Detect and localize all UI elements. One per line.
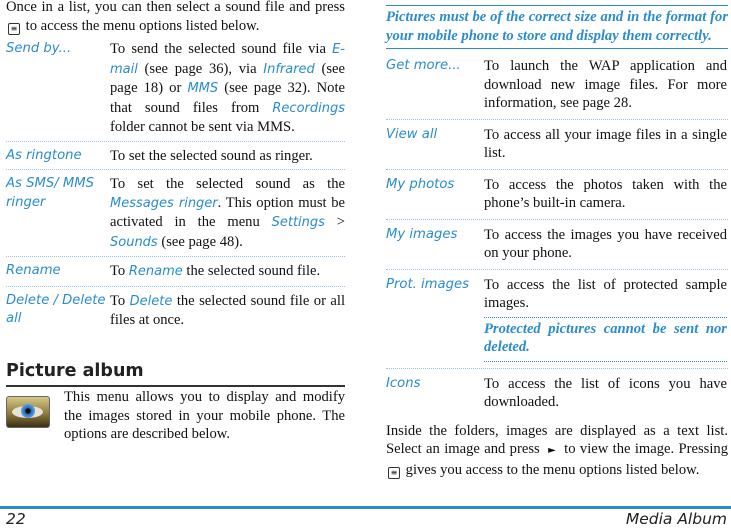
option-separator <box>386 169 728 170</box>
section-name: Media Album <box>625 510 727 528</box>
option-term: My photos <box>386 176 455 192</box>
option-separator <box>6 256 345 257</box>
description-text: To set the selected sound as ringer. <box>110 147 313 164</box>
description-text: To access all your image files in a single list. <box>484 126 727 161</box>
menu-key-icon: ≡ <box>388 467 400 479</box>
menu-reference: Settings <box>271 215 325 230</box>
option-term: Delete / Delete all <box>6 292 106 326</box>
option-row <box>386 276 728 362</box>
description-text: (see page 18) or <box>110 60 345 96</box>
format-note: Pictures must be of the correct size and in the format for your mobile phone to store and display them correctly. <box>386 5 728 49</box>
option-term: As SMS/ MMS ringer <box>6 176 94 210</box>
closing-text: Inside the folders, images are displayed as a text list. Select an image and press <box>386 422 728 457</box>
option-separator <box>6 141 345 142</box>
eye-picture-icon <box>6 396 50 428</box>
page-number: 22 <box>6 510 26 528</box>
description-text: To access the photos taken with the phone’s built-in camera. <box>484 176 727 211</box>
option-separator <box>386 119 728 120</box>
option-row <box>6 262 345 282</box>
sound-options-list <box>6 40 345 330</box>
protected-note: Protected pictures cannot be sent nor deleted. <box>484 317 727 362</box>
description-text: . This option must be activated in the menu <box>110 194 345 230</box>
album-description: This menu allows you to display and modify the images stored in your mobile phone. The options are described below. <box>64 389 345 442</box>
intro-text: Once in a list, you can then select a sound file and press <box>6 0 345 15</box>
option-term: Send by... <box>6 41 72 56</box>
option-row <box>386 176 728 213</box>
option-separator <box>386 368 728 369</box>
option-row <box>6 40 345 137</box>
intro-paragraph <box>6 0 345 35</box>
description-text: To set the selected sound as the <box>110 176 345 192</box>
description-text: To access the images you have received on your phone. <box>484 226 727 261</box>
option-description <box>110 147 345 166</box>
closing-text-2: to view the image. Pressing <box>564 441 729 457</box>
description-text: > <box>324 214 345 230</box>
description-text: To launch the WAP application and download new image files. For more information, see page 28. <box>484 58 727 111</box>
description-text: the selected sound file. <box>182 263 321 279</box>
description-text: To <box>110 292 130 309</box>
description-text: To access the list of protected sample images. <box>484 276 727 311</box>
option-description <box>484 57 727 113</box>
option-separator <box>386 269 728 270</box>
option-description <box>110 262 345 282</box>
menu-reference: Sounds <box>110 234 158 250</box>
option-row <box>386 57 728 113</box>
section-rule <box>6 385 345 387</box>
option-row <box>386 126 728 163</box>
option-term: My images <box>386 226 458 242</box>
description-text: (see page 36), via <box>137 60 264 77</box>
option-separator <box>6 169 345 170</box>
option-row <box>386 375 728 412</box>
option-description <box>484 375 727 412</box>
option-description <box>110 175 345 252</box>
section-title: Picture album <box>6 361 144 381</box>
description-text: To <box>110 263 129 279</box>
option-row <box>6 292 345 330</box>
right-column <box>386 0 728 479</box>
option-description <box>484 276 727 362</box>
footer-rule <box>0 506 731 509</box>
option-separator <box>386 219 728 220</box>
option-term: View all <box>386 126 438 142</box>
left-column <box>6 0 345 442</box>
picture-album-intro <box>6 388 345 444</box>
option-term: As ringtone <box>6 147 82 163</box>
option-row <box>6 147 345 166</box>
menu-key-icon: ≡ <box>8 23 20 35</box>
option-description <box>484 226 727 263</box>
menu-reference: Infrared <box>263 61 315 77</box>
menu-reference: E-mail <box>110 42 345 77</box>
option-description <box>110 40 345 137</box>
menu-reference: Rename <box>128 264 183 279</box>
option-term: Icons <box>386 375 421 391</box>
page-footer <box>0 510 731 529</box>
intro-text-2: to access the menu options listed below. <box>25 17 260 34</box>
description-text: (see page 48). <box>157 233 243 250</box>
closing-paragraph <box>386 422 728 480</box>
option-description <box>484 176 727 213</box>
option-row <box>386 226 728 263</box>
description-text: folder cannot be sent via MMS. <box>110 119 295 135</box>
option-row <box>6 175 345 252</box>
option-term: Rename <box>6 263 61 278</box>
description-text: the selected sound file or all files at once. <box>110 292 345 328</box>
description-text: To access the list of icons you have downloaded. <box>484 375 727 410</box>
menu-reference: Recordings <box>272 100 345 116</box>
option-term: Prot. images <box>386 276 469 292</box>
description-text: (see page 32). Note that sound files from <box>110 80 345 116</box>
option-separator <box>6 286 345 287</box>
option-description <box>110 292 345 330</box>
description-text: To send the selected sound file via <box>110 41 333 57</box>
right-arrow-icon: ► <box>548 445 556 456</box>
option-description <box>484 126 727 163</box>
picture-options-list <box>386 57 728 412</box>
option-term: Get more... <box>386 58 461 73</box>
closing-text-3: gives you access to the menu options listed below. <box>405 461 700 478</box>
menu-reference: Messages ringer <box>110 195 218 211</box>
menu-reference: MMS <box>187 81 219 96</box>
menu-reference: Delete <box>129 293 173 309</box>
